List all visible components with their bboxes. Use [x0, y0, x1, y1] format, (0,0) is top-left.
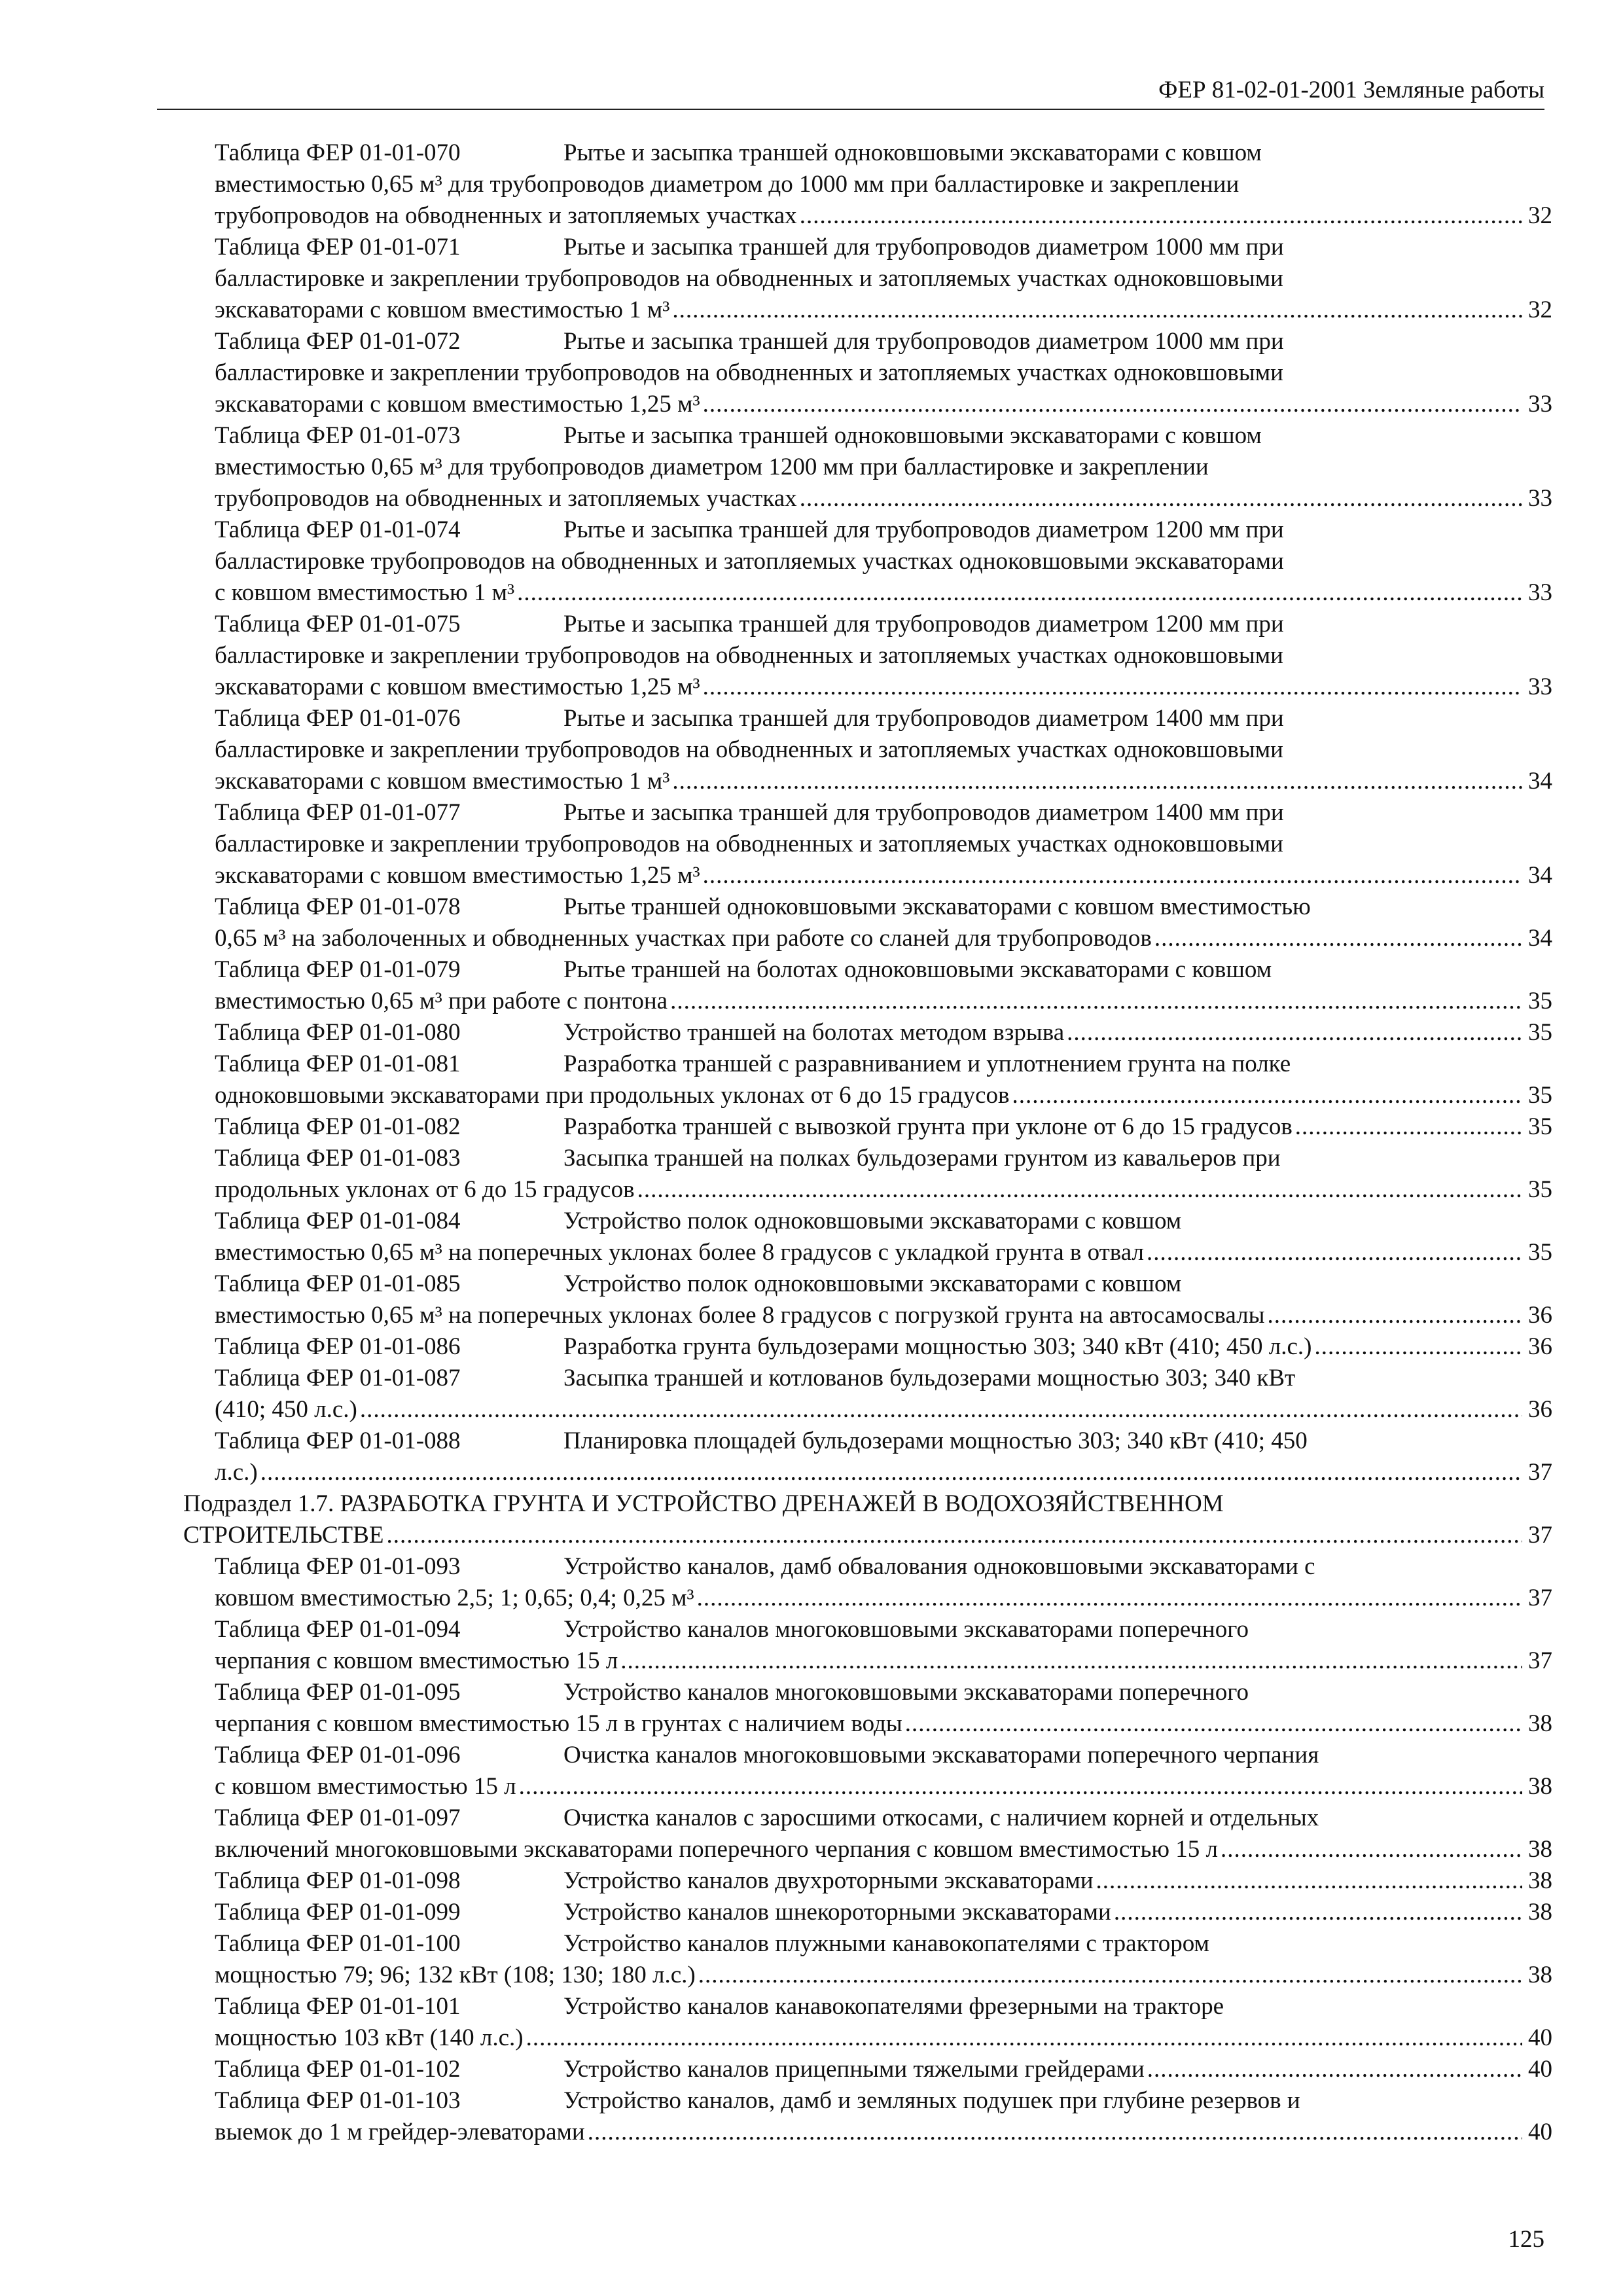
toc-entry-line — [215, 1708, 1552, 1740]
toc-entry[interactable] — [215, 891, 1552, 954]
dot-leader — [1114, 1897, 1522, 1928]
entry-title-text: Очистка каналов многоковшовыми экскаваторами поперечного черпания — [563, 1742, 1319, 1768]
entry-title-text: Рытье и засыпка траншей для трубопроводов диаметром 1400 мм при — [563, 705, 1284, 732]
toc-entry-line — [215, 986, 1552, 1017]
toc-entry[interactable] — [215, 1426, 1552, 1488]
toc-entry-line — [215, 514, 1552, 546]
entry-title-text: экскаваторами с ковшом вместимостью 1 м³ — [215, 296, 670, 323]
entry-page-number: 35 — [1528, 1082, 1552, 1109]
toc-entry-line — [215, 1803, 1552, 1834]
toc-entry-line — [215, 1457, 1552, 1488]
toc-entry[interactable] — [215, 1363, 1552, 1426]
table-code: Таблица ФЕР 01-01-097 — [215, 1804, 461, 1831]
entry-title-text: Разработка траншей с вывозкой грунта при уклоне от 6 до 15 градусов — [563, 1113, 1293, 1140]
table-code: Таблица ФЕР 01-01-087 — [215, 1365, 461, 1391]
entry-title-text: Рытье и засыпка траншей для трубопроводов диаметром 1200 мм при — [563, 516, 1284, 543]
dot-leader — [703, 672, 1522, 703]
entry-title-text: вместимостью 0,65 м³ на поперечных уклонах более 8 градусов с укладкой грунта в отвал — [215, 1239, 1144, 1266]
dot-leader — [1154, 923, 1522, 954]
entry-page-number: 36 — [1528, 1302, 1552, 1329]
toc-entry-line — [215, 672, 1552, 703]
table-code: Таблица ФЕР 01-01-081 — [215, 1050, 461, 1077]
table-code: Таблица ФЕР 01-01-096 — [215, 1742, 461, 1768]
dot-leader — [697, 1583, 1522, 1614]
entry-title-text: балластировке и закреплении трубопроводов на обводненных и затопляемых участках одноковшовыми — [215, 359, 1283, 386]
dot-leader — [1096, 1865, 1522, 1897]
toc-entry-line — [215, 1834, 1552, 1865]
dot-leader — [637, 1174, 1522, 1206]
toc-entry[interactable] — [215, 420, 1552, 514]
entry-title-text: Засыпка траншей и котлованов бульдозерами мощностью 303; 340 кВт — [563, 1365, 1296, 1391]
toc-entry[interactable] — [215, 1928, 1552, 1991]
toc-entry-line — [215, 797, 1552, 829]
toc-entry-line — [215, 1897, 1552, 1928]
toc-entry[interactable] — [215, 232, 1552, 326]
toc-entry-line — [215, 2054, 1552, 2085]
toc-entry-line — [215, 1049, 1552, 1080]
toc-entry-line — [215, 954, 1552, 986]
toc-entry-line — [215, 1771, 1552, 1803]
entry-title-text: СТРОИТЕЛЬСТВЕ — [183, 1522, 384, 1549]
toc-entry-line — [215, 452, 1552, 483]
dot-leader — [800, 483, 1522, 514]
toc-entry-line — [215, 577, 1552, 609]
toc-entry-line — [215, 1394, 1552, 1426]
entry-page-number: 32 — [1528, 202, 1552, 229]
dot-leader — [672, 295, 1522, 326]
toc-entry-line — [215, 1426, 1552, 1457]
dot-leader — [588, 2117, 1522, 2148]
toc-entry-line — [215, 1614, 1552, 1645]
toc-entry-line — [215, 169, 1552, 200]
entry-page-number: 38 — [1528, 1962, 1552, 1988]
entry-title-text: Устройство полок одноковшовыми экскаваторами с ковшом — [563, 1208, 1182, 1234]
table-code: Таблица ФЕР 01-01-100 — [215, 1930, 461, 1957]
toc-entry-line — [215, 1143, 1552, 1174]
toc-entry-line — [215, 420, 1552, 452]
entry-title-text: Рытье и засыпка траншей для трубопроводов диаметром 1200 мм при — [563, 611, 1284, 637]
entry-title-text: Рытье и засыпка траншей для трубопроводов диаметром 1400 мм при — [563, 799, 1284, 826]
entry-title-text: черпания с ковшом вместимостью 15 л — [215, 1647, 618, 1674]
entry-title-text: Планировка площадей бульдозерами мощностью 303; 340 кВт (410; 450 — [563, 1427, 1308, 1454]
toc-entry-line — [215, 1174, 1552, 1206]
toc-entry[interactable] — [215, 1614, 1552, 1677]
entry-title-text: вместимостью 0,65 м³ при работе с понтона — [215, 988, 668, 1014]
table-code: Таблица ФЕР 01-01-076 — [215, 705, 461, 732]
toc-entry[interactable] — [215, 797, 1552, 891]
entry-title-text: Устройство каналов многоковшовыми экскаваторами поперечного — [563, 1679, 1249, 1706]
entry-page-number: 37 — [1528, 1647, 1552, 1674]
toc-entry-line — [215, 326, 1552, 357]
entry-title-text: выемок до 1 м грейдер-элеваторами — [215, 2119, 585, 2145]
toc-entry[interactable] — [215, 1111, 1552, 1143]
toc-entry-line — [215, 1017, 1552, 1049]
page-number: 125 — [1508, 2226, 1544, 2253]
toc-entry-line — [215, 1300, 1552, 1331]
toc-entry[interactable] — [215, 1049, 1552, 1111]
table-code: Таблица ФЕР 01-01-074 — [215, 516, 461, 543]
toc-entry-line — [215, 1960, 1552, 1991]
entry-title-text: Устройство траншей на болотах методом взрыва — [563, 1019, 1065, 1046]
toc-entry-line — [215, 1991, 1552, 2022]
toc-entry-line — [215, 1080, 1552, 1111]
dot-leader — [905, 1708, 1522, 1740]
table-code: Таблица ФЕР 01-01-103 — [215, 2087, 461, 2114]
entry-title-text: с ковшом вместимостью 15 л — [215, 1773, 516, 1800]
entry-title-text: Засыпка траншей на полках бульдозерами грунтом из кавальеров при — [563, 1145, 1281, 1172]
toc-entry[interactable] — [215, 703, 1552, 797]
entry-title-text: Устройство каналов шнекороторными экскаваторами — [563, 1899, 1111, 1926]
toc-entry[interactable] — [215, 1268, 1552, 1331]
toc-entry-line — [215, 640, 1552, 672]
entry-title-text: с ковшом вместимостью 1 м³ — [215, 579, 515, 606]
dot-leader — [703, 389, 1522, 420]
entry-title-text: Разработка траншей с разравниванием и уплотнением грунта на полке — [563, 1050, 1291, 1077]
table-code: Таблица ФЕР 01-01-101 — [215, 1993, 461, 2020]
table-code: Таблица ФЕР 01-01-083 — [215, 1145, 461, 1172]
entry-page-number: 35 — [1528, 1239, 1552, 1266]
toc-entry[interactable] — [215, 1865, 1552, 1897]
entry-title-text: продольных уклонах от 6 до 15 градусов — [215, 1176, 635, 1203]
dot-leader — [1012, 1080, 1522, 1111]
entry-title-text: Разработка грунта бульдозерами мощностью 303; 340 кВт (410; 450 л.с.) — [563, 1333, 1312, 1360]
toc-entry-line — [215, 137, 1552, 169]
entry-title-text: одноковшовыми экскаваторами при продольных уклонах от 6 до 15 градусов — [215, 1082, 1010, 1109]
entry-title-text: Рытье и засыпка траншей для трубопроводов диаметром 1000 мм при — [563, 234, 1284, 260]
toc-entry-line — [215, 1237, 1552, 1268]
toc-entry-line — [215, 1677, 1552, 1708]
dot-leader — [386, 1520, 1522, 1551]
table-code: Таблица ФЕР 01-01-082 — [215, 1113, 461, 1140]
toc-entry[interactable] — [215, 514, 1552, 609]
entry-title-text: мощностью 79; 96; 132 кВт (108; 130; 180 л.с.) — [215, 1962, 696, 1988]
entry-title-text: Устройство каналов многоковшовыми экскаваторами поперечного — [563, 1616, 1249, 1643]
entry-title-text: экскаваторами с ковшом вместимостью 1,25 м³ — [215, 862, 700, 889]
dot-leader — [519, 1771, 1522, 1803]
toc-entry-line — [215, 923, 1552, 954]
entry-title-text: Рытье траншей на болотах одноковшовыми экскаваторами с ковшом — [563, 956, 1272, 983]
entry-page-number: 34 — [1528, 925, 1552, 952]
entry-page-number: 38 — [1528, 1899, 1552, 1926]
toc-entry[interactable] — [215, 1991, 1552, 2054]
toc-entry-line — [215, 1206, 1552, 1237]
dot-leader — [517, 577, 1522, 609]
entry-title-text: балластировке трубопроводов на обводненных и затопляемых участках одноковшовыми экскаваторами — [215, 548, 1284, 575]
table-of-contents — [183, 137, 1552, 2148]
toc-entry-line — [215, 766, 1552, 797]
entry-title-text: балластировке и закреплении трубопроводов на обводненных и затопляемых участках одноковшовыми — [215, 736, 1283, 763]
dot-leader — [1314, 1331, 1522, 1363]
entry-title-text: балластировке и закреплении трубопроводов на обводненных и затопляемых участках одноковшовыми — [215, 831, 1283, 857]
entry-title-text: Рытье и засыпка траншей одноковшовыми экскаваторами с ковшом — [563, 422, 1262, 449]
entry-title-text: Устройство полок одноковшовыми экскаваторами с ковшом — [563, 1270, 1182, 1297]
toc-entry[interactable] — [215, 1551, 1552, 1614]
entry-title-text: вместимостью 0,65 м³ для трубопроводов диаметром 1200 мм при балластировке и закреплении — [215, 454, 1209, 480]
toc-entry-line — [215, 263, 1552, 295]
dot-leader — [620, 1645, 1522, 1677]
entry-page-number: 34 — [1528, 768, 1552, 795]
entry-title-text: балластировке и закреплении трубопроводов на обводненных и затопляемых участках одноковшовыми — [215, 642, 1283, 669]
toc-entry[interactable] — [215, 609, 1552, 703]
dot-leader — [1067, 1017, 1522, 1049]
table-code: Таблица ФЕР 01-01-088 — [215, 1427, 461, 1454]
table-code: Таблица ФЕР 01-01-080 — [215, 1019, 461, 1046]
dot-leader — [698, 1960, 1522, 1991]
toc-entry-line — [215, 1928, 1552, 1960]
table-code: Таблица ФЕР 01-01-099 — [215, 1899, 461, 1926]
entry-page-number: 40 — [1528, 2056, 1552, 2083]
entry-title-text: Рытье траншей одноковшовыми экскаваторами с ковшом вместимостью — [563, 893, 1311, 920]
entry-title-text: Устройство каналов прицепными тяжелыми грейдерами — [563, 2056, 1145, 2083]
entry-title-text: балластировке и закреплении трубопроводов на обводненных и затопляемых участках одноковшовыми — [215, 265, 1283, 292]
table-code: Таблица ФЕР 01-01-078 — [215, 893, 461, 920]
toc-entry-line — [215, 609, 1552, 640]
entry-title-text: экскаваторами с ковшом вместимостью 1,25 м³ — [215, 391, 700, 418]
entry-title-text: Устройство каналов плужными канавокопателями с трактором — [563, 1930, 1209, 1957]
page-header — [157, 73, 1544, 110]
toc-entry[interactable] — [215, 1017, 1552, 1049]
table-code: Таблица ФЕР 01-01-070 — [215, 139, 461, 166]
entry-title-text: ковшом вместимостью 2,5; 1; 0,65; 0,4; 0,25 м³ — [215, 1585, 694, 1611]
entry-page-number: 37 — [1528, 1522, 1552, 1549]
toc-entry[interactable] — [215, 137, 1552, 232]
entry-title-text: Подраздел 1.7. РАЗРАБОТКА ГРУНТА И УСТРОЙСТВО ДРЕНАЖЕЙ В ВОДОХОЗЯЙСТВЕННОМ — [183, 1490, 1224, 1517]
entry-title-text: (410; 450 л.с.) — [215, 1396, 357, 1423]
dot-leader — [526, 2022, 1522, 2054]
entry-page-number: 35 — [1528, 1176, 1552, 1203]
table-code: Таблица ФЕР 01-01-095 — [215, 1679, 461, 1706]
toc-entry-line — [215, 1865, 1552, 1897]
entry-page-number: 33 — [1528, 579, 1552, 606]
table-code: Таблица ФЕР 01-01-094 — [215, 1616, 461, 1643]
toc-entry-line — [215, 829, 1552, 860]
table-code: Таблица ФЕР 01-01-102 — [215, 2056, 461, 2083]
toc-entry[interactable] — [215, 2054, 1552, 2085]
toc-entry[interactable] — [215, 954, 1552, 1017]
toc-entry-line — [215, 357, 1552, 389]
table-code: Таблица ФЕР 01-01-086 — [215, 1333, 461, 1360]
toc-entry[interactable] — [215, 2085, 1552, 2148]
entry-page-number: 33 — [1528, 391, 1552, 418]
entry-page-number: 38 — [1528, 1710, 1552, 1737]
entry-title-text: включений многоковшовыми экскаваторами поперечного черпания с ковшом вместимостью 15 л — [215, 1836, 1219, 1863]
entry-page-number: 35 — [1528, 1019, 1552, 1046]
toc-entry[interactable] — [215, 1143, 1552, 1206]
toc-entry[interactable] — [215, 1897, 1552, 1928]
entry-page-number: 35 — [1528, 1113, 1552, 1140]
toc-entry-line — [215, 860, 1552, 891]
entry-page-number: 33 — [1528, 485, 1552, 512]
entry-title-text: Рытье и засыпка траншей для трубопроводов диаметром 1000 мм при — [563, 328, 1284, 355]
dot-leader — [1147, 1237, 1522, 1268]
document-title: ФЕР 81-02-01-2001 Земляные работы — [1158, 77, 1544, 103]
entry-title-text: Устройство каналов, дамб и земляных подушек при глубине резервов и — [563, 2087, 1300, 2114]
toc-entry-line — [215, 1331, 1552, 1363]
toc-entry-line — [183, 1520, 1552, 1551]
dot-leader — [1221, 1834, 1522, 1865]
table-code: Таблица ФЕР 01-01-077 — [215, 799, 461, 826]
toc-entry-line — [215, 200, 1552, 232]
table-code: Таблица ФЕР 01-01-075 — [215, 611, 461, 637]
dot-leader — [670, 986, 1522, 1017]
table-code: Таблица ФЕР 01-01-084 — [215, 1208, 461, 1234]
toc-entry-line — [215, 1583, 1552, 1614]
toc-entry-line — [215, 1740, 1552, 1771]
table-code: Таблица ФЕР 01-01-072 — [215, 328, 461, 355]
toc-entry-line — [215, 1268, 1552, 1300]
entry-page-number: 40 — [1528, 2119, 1552, 2145]
table-code: Таблица ФЕР 01-01-079 — [215, 956, 461, 983]
table-code: Таблица ФЕР 01-01-073 — [215, 422, 461, 449]
entry-title-text: вместимостью 0,65 м³ на поперечных уклонах более 8 градусов с погрузкой грунта на автосамосвалы — [215, 1302, 1265, 1329]
dot-leader — [260, 1457, 1522, 1488]
dot-leader — [800, 200, 1522, 232]
entry-page-number: 36 — [1528, 1396, 1552, 1423]
entry-title-text: экскаваторами с ковшом вместимостью 1 м³ — [215, 768, 670, 795]
entry-title-text: Устройство каналов канавокопателями фрезерными на тракторе — [563, 1993, 1224, 2020]
entry-page-number: 32 — [1528, 296, 1552, 323]
toc-entry-line — [215, 232, 1552, 263]
toc-entry-line — [215, 1551, 1552, 1583]
dot-leader — [1295, 1111, 1522, 1143]
entry-title-text: 0,65 м³ на заболоченных и обводненных участках при работе со сланей для трубопроводов — [215, 925, 1152, 952]
toc-entry[interactable] — [215, 326, 1552, 420]
toc-entry-line — [215, 1363, 1552, 1394]
table-code: Таблица ФЕР 01-01-093 — [215, 1553, 461, 1580]
table-code: Таблица ФЕР 01-01-085 — [215, 1270, 461, 1297]
entry-page-number: 40 — [1528, 2024, 1552, 2051]
entry-page-number: 36 — [1528, 1333, 1552, 1360]
dot-leader — [1267, 1300, 1522, 1331]
entry-page-number: 37 — [1528, 1459, 1552, 1486]
toc-entry[interactable] — [215, 1740, 1552, 1803]
dot-leader — [703, 860, 1522, 891]
toc-entry-line — [215, 2085, 1552, 2117]
entry-page-number: 38 — [1528, 1773, 1552, 1800]
entry-page-number: 38 — [1528, 1867, 1552, 1894]
toc-entry-line — [215, 2022, 1552, 2054]
dot-leader — [672, 766, 1522, 797]
toc-entry-line — [215, 1111, 1552, 1143]
table-code: Таблица ФЕР 01-01-071 — [215, 234, 461, 260]
dot-leader — [1147, 2054, 1522, 2085]
dot-leader — [360, 1394, 1522, 1426]
entry-page-number: 37 — [1528, 1585, 1552, 1611]
entry-title-text: Рытье и засыпка траншей одноковшовыми экскаваторами с ковшом — [563, 139, 1262, 166]
toc-entry-line — [215, 703, 1552, 734]
toc-section-entry[interactable] — [183, 1488, 1552, 1551]
toc-entry-line — [215, 295, 1552, 326]
toc-entry-line — [215, 389, 1552, 420]
toc-entry-line — [215, 546, 1552, 577]
entry-title-text: экскаваторами с ковшом вместимостью 1,25 м³ — [215, 673, 700, 700]
toc-entry-line — [215, 734, 1552, 766]
toc-entry[interactable] — [215, 1677, 1552, 1740]
toc-entry[interactable] — [215, 1331, 1552, 1363]
toc-entry[interactable] — [215, 1803, 1552, 1865]
entry-title-text: трубопроводов на обводненных и затопляемых участках — [215, 202, 797, 229]
toc-entry-line — [215, 891, 1552, 923]
entry-title-text: Очистка каналов с заросшими откосами, с наличием корней и отдельных — [563, 1804, 1319, 1831]
entry-title-text: Устройство каналов, дамб обвалования одноковшовыми экскаваторами с — [563, 1553, 1315, 1580]
entry-page-number: 35 — [1528, 988, 1552, 1014]
entry-title-text: вместимостью 0,65 м³ для трубопроводов диаметром до 1000 мм при балластировке и закреплении — [215, 171, 1240, 198]
toc-entry[interactable] — [215, 1206, 1552, 1268]
toc-entry-line — [183, 1488, 1552, 1520]
toc-entry-line — [215, 483, 1552, 514]
entry-page-number: 38 — [1528, 1836, 1552, 1863]
entry-title-text: мощностью 103 кВт (140 л.с.) — [215, 2024, 524, 2051]
entry-title-text: трубопроводов на обводненных и затопляемых участках — [215, 485, 797, 512]
entry-title-text: Устройство каналов двухроторными экскаваторами — [563, 1867, 1094, 1894]
toc-entry-line — [215, 1645, 1552, 1677]
entry-page-number: 34 — [1528, 862, 1552, 889]
entry-title-text: черпания с ковшом вместимостью 15 л в грунтах с наличием воды — [215, 1710, 902, 1737]
table-code: Таблица ФЕР 01-01-098 — [215, 1867, 461, 1894]
entry-title-text: л.с.) — [215, 1459, 258, 1486]
toc-entry-line — [215, 2117, 1552, 2148]
entry-page-number: 33 — [1528, 673, 1552, 700]
